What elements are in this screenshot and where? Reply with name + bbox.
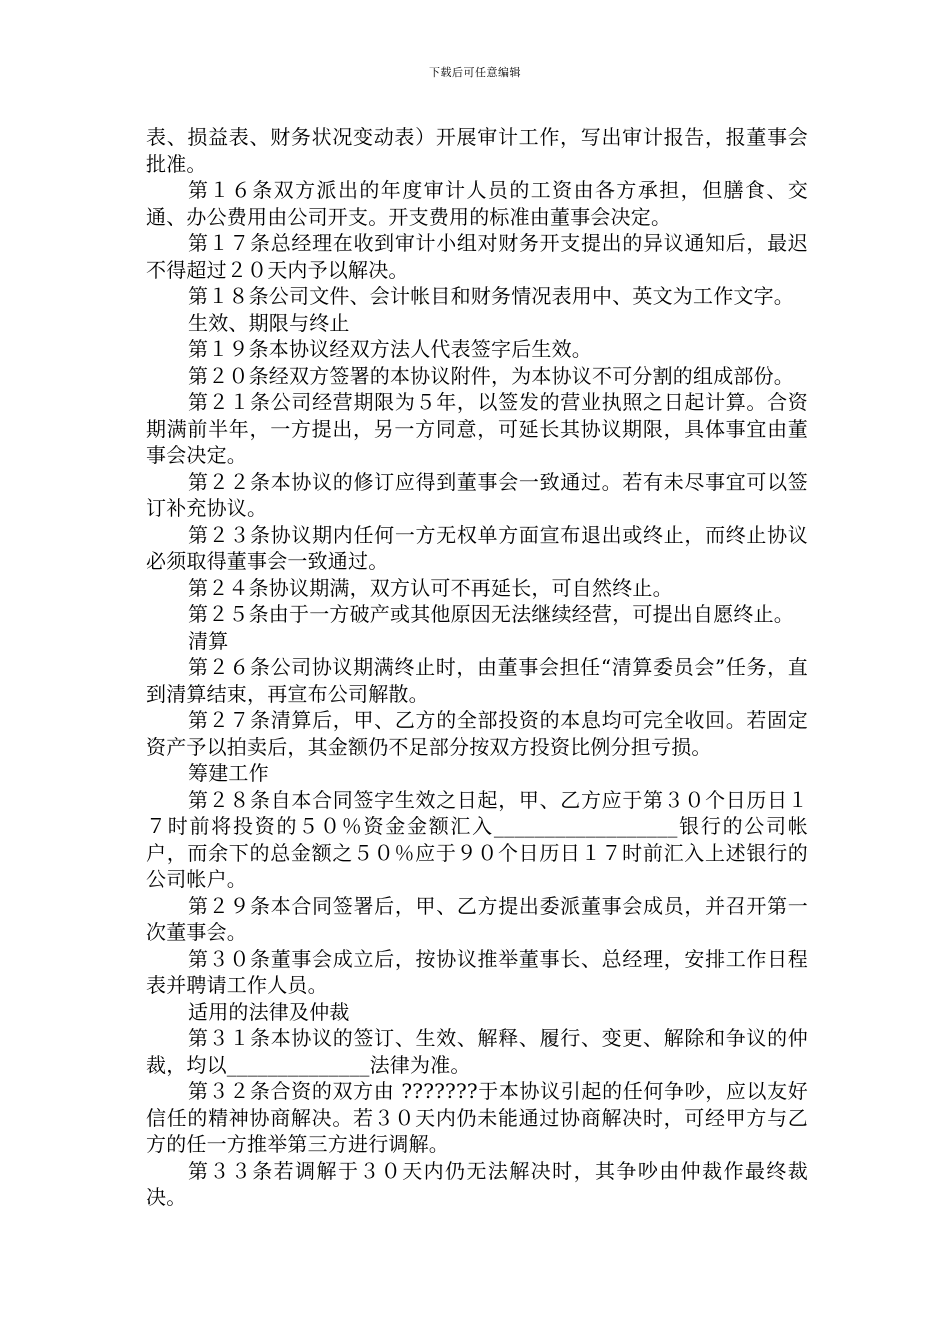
- clause-32: 第３２条合资的双方由 ???????于本协议引起的任何争吵，应以友好信任的精神协商解决。若３０天内仍未能通过协商解决时，可经甲方与乙方的任一方推举第三方进行调解。: [146, 1079, 808, 1156]
- clause-26: 第２６条公司协议期满终止时，由董事会担任“清算委员会”任务，直到清算结束，再宣布公司解散。: [146, 655, 808, 706]
- paragraph-continuation: 表、损益表、财务状况变动表）开展审计工作，写出审计报告，报董事会批准。: [146, 125, 808, 176]
- clause-19: 第１９条本协议经双方法人代表签字后生效。: [188, 337, 592, 361]
- section-heading-preparation: 筹建工作: [188, 761, 269, 785]
- clause-24: 第２４条协议期满，双方认可不再延长，可自然终止。: [188, 575, 673, 600]
- clause-22: 第２２条本协议的修订应得到董事会一致通过。若有未尽事宜可以签订补充协议。: [146, 469, 808, 520]
- document-body: [146, 124, 808, 1211]
- clause-17: 第１７条总经理在收到审计小组对财务开支提出的异议通知后，最迟不得超过２０天内予以解决。: [146, 231, 808, 282]
- section-heading-effect-term-termination: 生效、期限与终止: [188, 310, 350, 335]
- clause-31: 第３１条本协议的签订、生效、解释、履行、变更、解除和争议的仲裁，均以______________法律为准。: [146, 1026, 808, 1077]
- clause-25: 第２５条由于一方破产或其他原因无法继续经营，可提出自愿终止。: [188, 602, 794, 626]
- clause-21: 第２１条公司经营期限为５年，以签发的营业执照之日起计算。合资期满前半年，一方提出，另一方同意，可延长其协议期限，具体事宜由董事会决定。: [146, 390, 808, 467]
- clause-20: 第２０条经双方签署的本协议附件，为本协议不可分割的组成部份。: [188, 363, 794, 388]
- clause-30: 第３０条董事会成立后，按协议推举董事长、总经理，安排工作日程表并聘请工作人员。: [146, 946, 808, 997]
- clause-29: 第２９条本合同签署后，甲、乙方提出委派董事会成员，并召开第一次董事会。: [146, 893, 808, 944]
- clause-28: 第２８条自本合同签字生效之日起，甲、乙方应于第３０个日历日１７时前将投资的５０％资金金额汇入__________________银行的公司帐户，而余下的总金额之５０％应于９０个日历日１７时前汇入上述银行的公司帐户。: [146, 787, 808, 891]
- clause-33: 第３３条若调解于３０天内仍无法解决时，其争吵由仲裁作最终裁决。: [146, 1158, 808, 1209]
- section-heading-liquidation: 清算: [188, 628, 229, 653]
- page-header: 下载后可任意编辑: [429, 66, 521, 79]
- clause-27: 第２７条清算后，甲、乙方的全部投资的本息均可完全收回。若固定资产予以拍卖后，其金额仍不足部分按双方投资比例分担亏损。: [146, 708, 808, 759]
- clause-18: 第１８条公司文件、会计帐目和财务情况表用中、英文为工作文字。: [188, 284, 794, 308]
- clause-23: 第２３条协议期内任何一方无权单方面宣布退出或终止，而终止协议必须取得董事会一致通过。: [146, 522, 808, 573]
- section-heading-law-arbitration: 适用的法律及仲裁: [188, 999, 350, 1024]
- clause-16: 第１６条双方派出的年度审计人员的工资由各方承担，但膳食、交通、办公费用由公司开支。开支费用的标准由董事会决定。: [146, 178, 808, 229]
